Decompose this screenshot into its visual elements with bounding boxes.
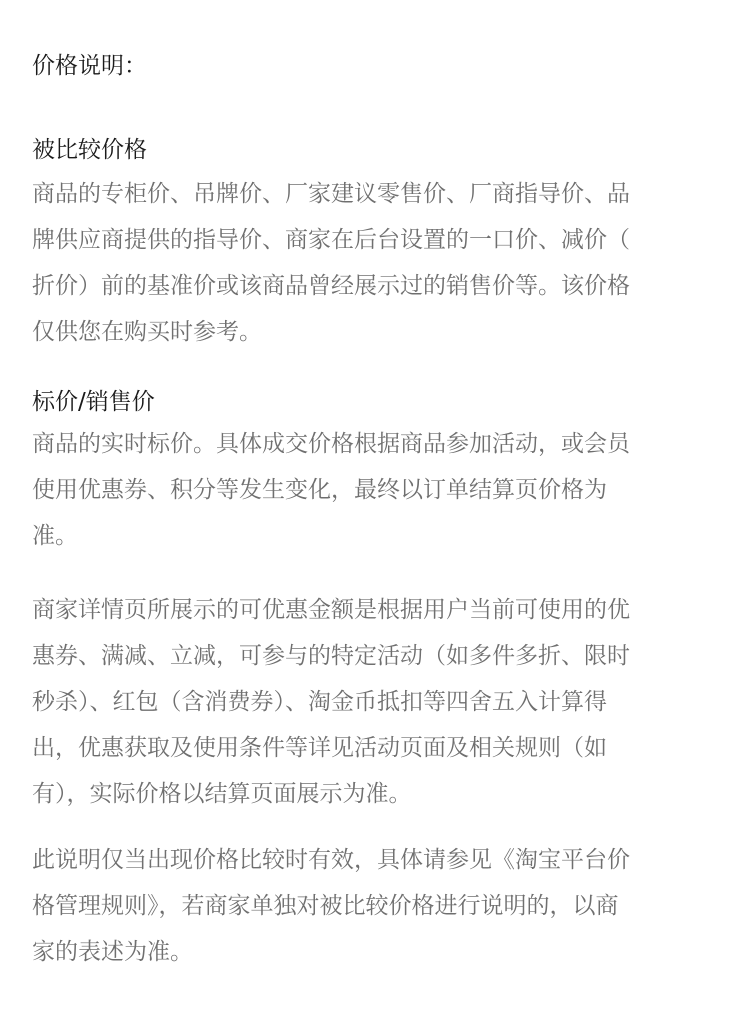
section-body-list-price (32, 421, 630, 559)
text-line: 仅供您在购买时参考。 (32, 319, 262, 345)
discount-amount-note (32, 587, 630, 817)
text-line: 商家详情页所展示的可优惠金额是根据用户当前可使用的优 (32, 597, 630, 623)
section-body-compared-price (32, 171, 630, 355)
text-line: 秒杀）、红包（含消费券）、淘金币抵扣等四舍五入计算得 (32, 689, 607, 715)
section-heading-compared-price: 被比较价格 (32, 137, 147, 163)
text-line: 商品的专柜价、吊牌价、厂家建议零售价、厂商指导价、品 (32, 181, 630, 207)
text-line: 商品的实时标价。具体成交价格根据商品参加活动，或会员 (32, 431, 630, 457)
section-heading-list-price: 标价/销售价 (32, 389, 155, 415)
text-line: 格管理规则》，若商家单独对被比较价格进行说明的，以商 (32, 893, 619, 919)
text-line: 使用优惠券、积分等发生变化，最终以订单结算页价格为 (32, 477, 607, 503)
text-line: 出，优惠获取及使用条件等详见活动页面及相关规则（如 (32, 735, 607, 761)
validity-note (32, 837, 630, 975)
text-line: 惠券、满减、立减，可参与的特定活动（如多件多折、限时 (32, 643, 630, 669)
text-line: 此说明仅当出现价格比较时有效，具体请参见《淘宝平台价 (32, 847, 630, 873)
text-line: 准。 (32, 523, 78, 549)
text-line: 家的表述为准。 (32, 939, 193, 965)
text-line: 有），实际价格以结算页面展示为准。 (32, 781, 412, 807)
text-line: 折价）前的基准价或该商品曾经展示过的销售价等。该价格 (32, 273, 630, 299)
text-line: 牌供应商提供的指导价、商家在后台设置的一口价、减价（ (32, 227, 630, 253)
page-title: 价格说明： (32, 53, 147, 79)
